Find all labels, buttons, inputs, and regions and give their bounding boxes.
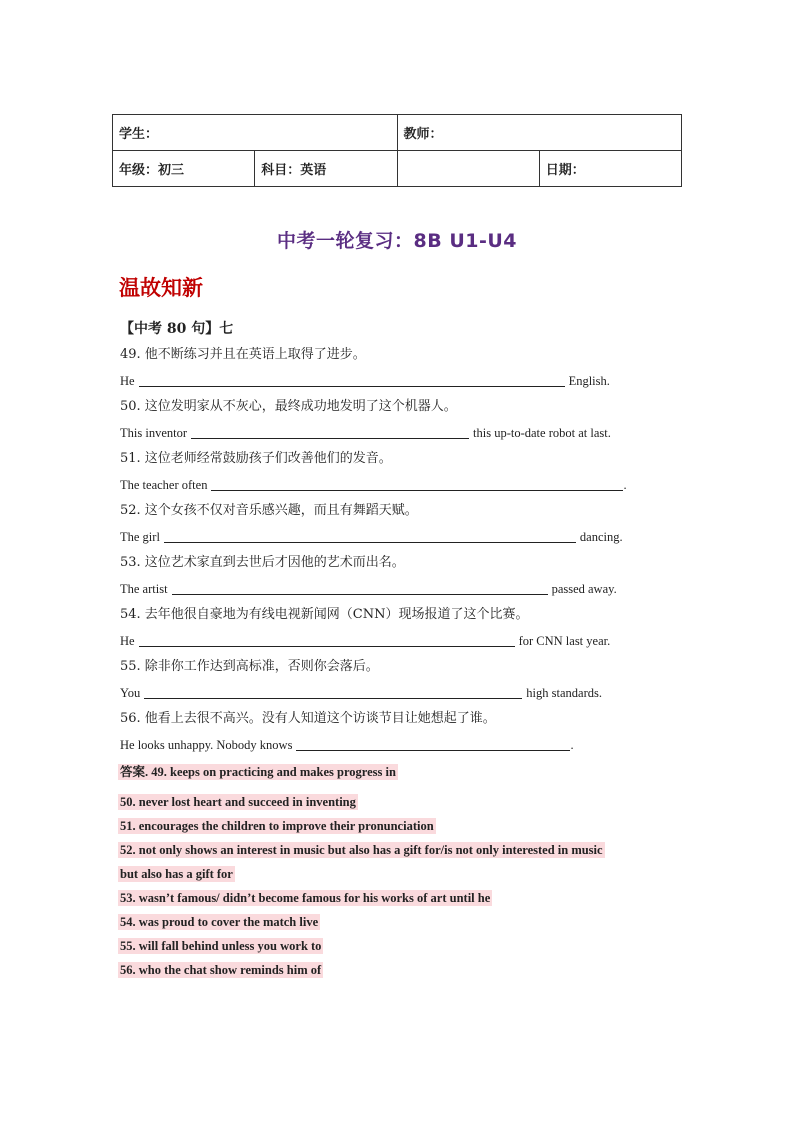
sentence-prefix: You bbox=[120, 686, 141, 700]
question-55-prompt: 55. 除非你工作达到高标准，否则你会落后。 bbox=[120, 659, 379, 674]
question-53-answer-line bbox=[120, 576, 680, 602]
answer-blank[interactable] bbox=[164, 524, 576, 543]
answer-line: but also has a gift for bbox=[120, 867, 233, 881]
answer-line: 答案. 49. keeps on practicing and makes progress in bbox=[120, 765, 396, 779]
answer-line: 50. never lost heart and succeed in inventing bbox=[120, 795, 356, 809]
subject-cell: 科目：英语 bbox=[255, 151, 397, 187]
sentence-prefix: The artist bbox=[120, 582, 168, 596]
sentence-suffix: high standards. bbox=[526, 686, 602, 700]
question-51-answer-line bbox=[120, 472, 680, 498]
sentence-prefix: This inventor bbox=[120, 426, 188, 440]
sentence-prefix: He looks unhappy. Nobody knows bbox=[120, 738, 293, 752]
question-52-answer-line bbox=[120, 524, 680, 550]
section-heading: 温故知新 bbox=[119, 276, 203, 300]
answer-blank[interactable] bbox=[172, 576, 548, 595]
answer-blank[interactable] bbox=[296, 732, 570, 751]
sentence-suffix: . bbox=[570, 738, 574, 752]
question-56-answer-line bbox=[120, 732, 680, 758]
answer-key bbox=[118, 760, 678, 982]
teacher-cell: 教师： bbox=[397, 115, 682, 151]
student-cell: 学生： bbox=[113, 115, 398, 151]
exercise-heading: 【中考 80 句】七 bbox=[120, 321, 234, 337]
answer-line: 54. was proud to cover the match live bbox=[120, 915, 319, 929]
question-54-prompt: 54. 去年他很自豪地为有线电视新闻网（CNN）现场报道了这个比赛。 bbox=[120, 607, 529, 622]
question-56-prompt: 56. 他看上去很不高兴。没有人知道这个访谈节目让她想起了谁。 bbox=[120, 711, 496, 726]
question-54-answer-line bbox=[120, 628, 680, 654]
sentence-prefix: He bbox=[120, 374, 135, 388]
question-51-prompt: 51. 这位老师经常鼓励孩子们改善他们的发音。 bbox=[120, 451, 392, 466]
header-table bbox=[112, 114, 682, 187]
question-50-answer-line bbox=[120, 420, 680, 446]
sentence-suffix: passed away. bbox=[551, 582, 617, 596]
sentence-suffix: for CNN last year. bbox=[518, 634, 611, 648]
question-50-prompt: 50. 这位发明家从不灰心，最终成功地发明了这个机器人。 bbox=[120, 399, 457, 414]
exercise-section bbox=[120, 316, 680, 758]
question-49-answer-line bbox=[120, 368, 680, 394]
sentence-prefix: The teacher often bbox=[120, 478, 208, 492]
sentence-suffix: this up-to-date robot at last. bbox=[473, 426, 611, 440]
date-cell: 日期： bbox=[539, 151, 681, 187]
sentence-prefix: He bbox=[120, 634, 135, 648]
sentence-suffix: English. bbox=[568, 374, 610, 388]
answer-blank[interactable] bbox=[139, 368, 565, 387]
page-title: 中考一轮复习：8B U1-U4 bbox=[277, 230, 517, 252]
question-52-prompt: 52. 这个女孩不仅对音乐感兴趣，而且有舞蹈天赋。 bbox=[120, 503, 418, 518]
grade-cell: 年级：初三 bbox=[113, 151, 255, 187]
question-53-prompt: 53. 这位艺术家直到去世后才因他的艺术而出名。 bbox=[120, 555, 405, 570]
answer-blank[interactable] bbox=[191, 420, 469, 439]
answer-line: 52. not only shows an interest in music but also has a gift for/is not only interested in music bbox=[120, 843, 603, 857]
answer-line: 51. encourages the children to improve their pronunciation bbox=[120, 819, 434, 833]
answer-line: 53. wasn’t famous/ didn’t become famous for his works of art until he bbox=[120, 891, 491, 905]
answer-blank[interactable] bbox=[139, 628, 515, 647]
question-49-prompt: 49. 他不断练习并且在英语上取得了进步。 bbox=[120, 347, 366, 362]
answer-line: 56. who the chat show reminds him of bbox=[120, 963, 322, 977]
sentence-suffix: dancing. bbox=[579, 530, 623, 544]
answer-blank[interactable] bbox=[144, 680, 522, 699]
question-55-answer-line bbox=[120, 680, 680, 706]
sentence-suffix: . bbox=[623, 478, 627, 492]
answer-blank[interactable] bbox=[211, 472, 623, 491]
subject-cell-spacer bbox=[397, 151, 539, 187]
answer-line: 55. will fall behind unless you work to bbox=[120, 939, 322, 953]
sentence-prefix: The girl bbox=[120, 530, 160, 544]
